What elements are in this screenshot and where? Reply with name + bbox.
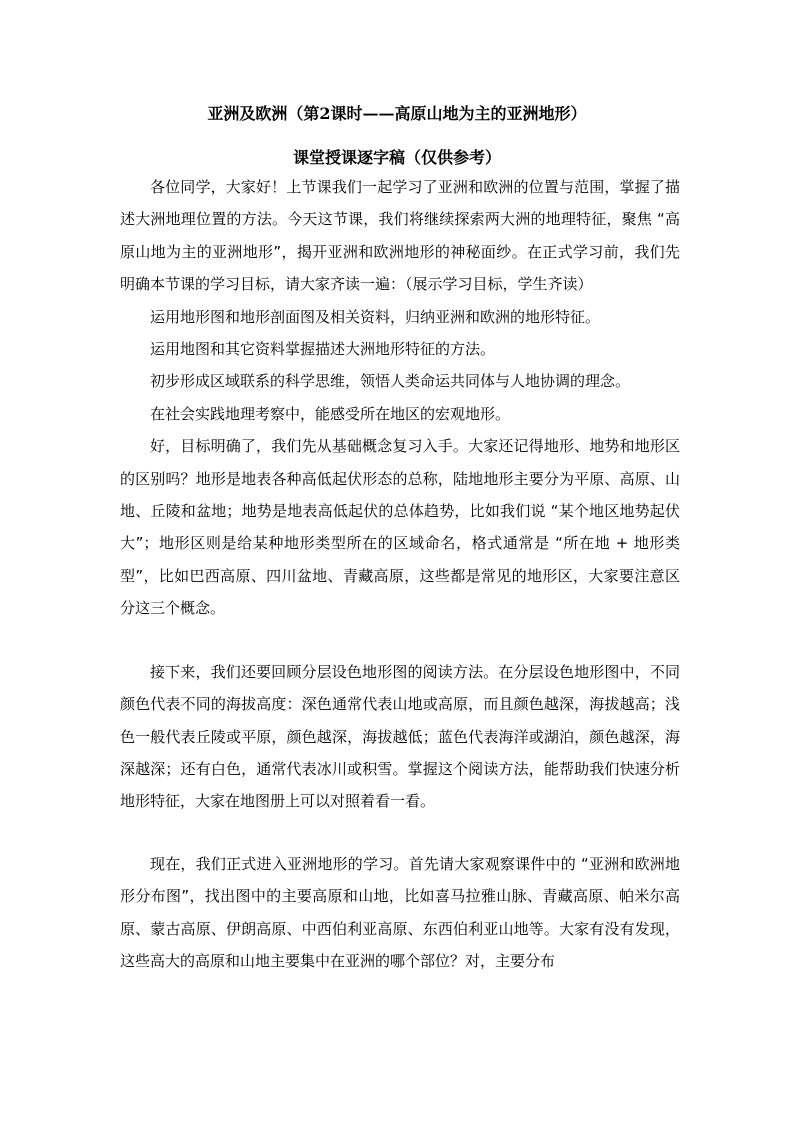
learning-goal-2: 运用地图和其它资料掌握描述大洲地形特征的方法。 bbox=[150, 340, 496, 359]
paragraph-asia-terrain: 现在，我们正式进入亚洲地形的学习。首先请大家观察课件中的 “亚洲和欧洲地形分布图”，找出图中的主要高原和山地，比如喜马拉雅山脉、青藏高原、帕米尔高原、蒙古高原、伊朗高原、中西伯利亚高原、东西伯利亚山地等。大家有没有发现，这些高大的高原和山地主要集中在亚洲的哪个部位？对，主要分布 bbox=[120, 854, 680, 970]
document-body bbox=[120, 171, 680, 977]
paragraph-map-reading: 接下来，我们还要回顾分层设色地形图的阅读方法。在分层设色地形图中，不同颜色代表不同的海拔高度：深色通常代表山地或高原，而且颜色越深，海拔越高；浅色一般代表丘陵或平原，颜色越深，海拔越低；蓝色代表海洋或湖泊，颜色越深，海深越深；还有白色，通常代表冰川或积雪。掌握这个阅读方法，能帮助我们快速分析地形特征，大家在地图册上可以对照着看一看。 bbox=[120, 662, 680, 811]
learning-goal-4: 在社会实践地理考察中，能感受所在地区的宏观地形。 bbox=[150, 404, 511, 423]
paragraph-concepts: 好，目标明确了，我们先从基础概念复习入手。大家还记得地形、地势和地形区的区别吗？地形是地表各种高低起伏形态的总称，陆地地形主要分为平原、高原、山地、丘陵和盆地；地势是地表高低起伏的总体趋势，比如我们说 “某个地区地势起伏大”；地形区则是给某种地形类型所在的区域命名，格式通常是 “所在地 + 地形类型”，比如巴西高原、四川盆地、青藏高原，这些都是常见的地形区，大家要注意区分这三个概念。 bbox=[120, 437, 680, 618]
learning-goal-3: 初步形成区域联系的科学思维，领悟人类命运共同体与人地协调的理念。 bbox=[150, 372, 631, 391]
learning-goal-1: 运用地形图和地形剖面图及相关资料，归纳亚洲和欧洲的地形特征。 bbox=[150, 307, 601, 326]
document-subtitle: 课堂授课逐字稿（仅供参考） bbox=[292, 148, 501, 167]
document-title: 亚洲及欧洲（第2课时——高原山地为主的亚洲地形） bbox=[207, 104, 587, 123]
paragraph-intro: 各位同学，大家好！上节课我们一起学习了亚洲和欧洲的位置与范围，掌握了描述大洲地理位置的方法。今天这节课，我们将继续探索两大洲的地理特征，聚焦 “高原山地为主的亚洲地形”，揭开亚洲和欧洲地形的神秘面纱。在正式学习前，我们先明确本节课的学习目标，请大家齐读一遍：（展示学习目标，学生齐读） bbox=[120, 178, 680, 294]
